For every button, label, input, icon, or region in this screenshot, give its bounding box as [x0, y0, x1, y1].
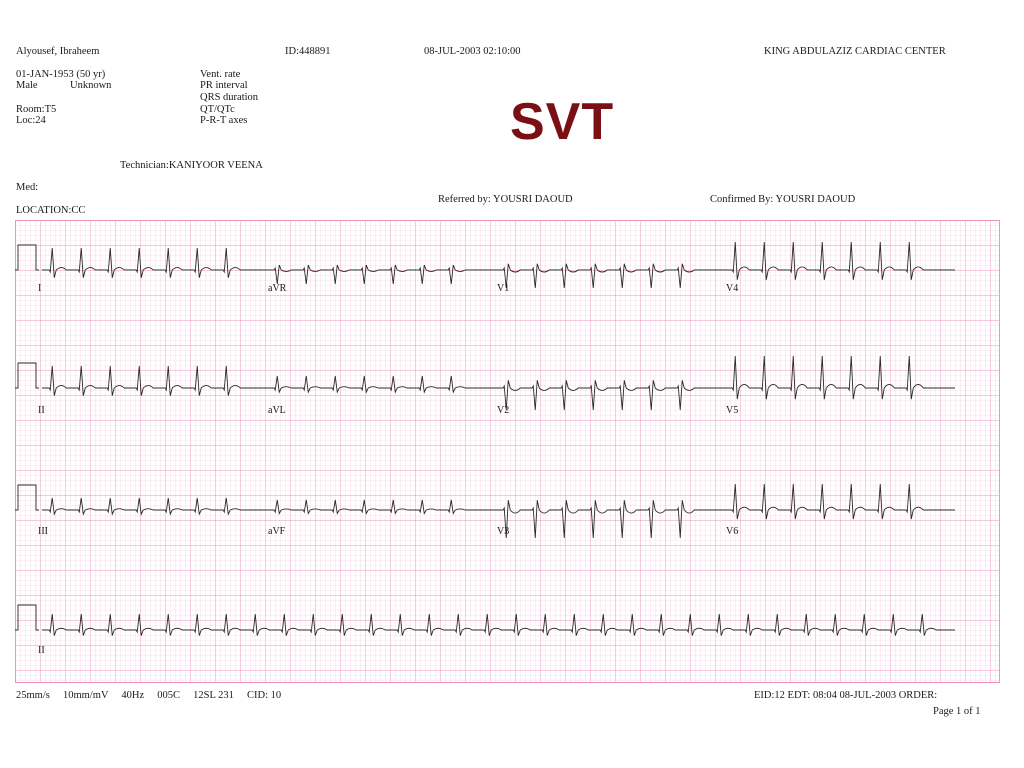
lead-label-III: III: [38, 526, 48, 537]
vent-rate-label: Vent. rate: [200, 69, 241, 80]
page-number: Page 1 of 1: [933, 706, 981, 717]
qt-qtc-label: QT/QTc: [200, 104, 235, 115]
location-label: LOCATION:CC: [16, 205, 86, 216]
patient-dob: 01-JAN-1953 (50 yr): [16, 69, 106, 80]
eid-order: EID:12 EDT: 08:04 08-JUL-2003 ORDER:: [754, 690, 938, 701]
pr-interval-label: PR interval: [200, 80, 248, 91]
lead-label-aVL: aVL: [268, 405, 286, 416]
lead-label-rhythm-II: II: [38, 645, 45, 656]
lead-label-aVR: aVR: [268, 283, 287, 294]
patient-race: Unknown: [70, 80, 112, 91]
ecg-strip: [15, 220, 1000, 683]
lead-label-aVF: aVF: [268, 526, 286, 537]
lead-label-V5: V5: [726, 405, 739, 416]
recording-settings: 25mm/s 10mm/mV 40Hz 005C 12SL 231 CID: 10: [16, 690, 282, 701]
patient-id: ID:448891: [285, 46, 331, 57]
qrs-duration-label: QRS duration: [200, 92, 259, 103]
lead-label-V1: V1: [497, 283, 510, 294]
patient-loc: Loc:24: [16, 115, 46, 126]
prt-axes-label: P-R-T axes: [200, 115, 248, 126]
med-label: Med:: [16, 182, 39, 193]
patient-room: Room:T5: [16, 104, 57, 115]
lead-label-I: I: [38, 283, 42, 294]
lead-label-V4: V4: [726, 283, 739, 294]
lead-label-V2: V2: [497, 405, 510, 416]
lead-label-V6: V6: [726, 526, 739, 537]
confirmed-by: Confirmed By: YOUSRI DAOUD: [710, 194, 856, 205]
patient-sex: Male: [16, 80, 38, 91]
technician: Technician:KANIYOOR VEENA: [120, 160, 263, 171]
referred-by: Referred by: YOUSRI DAOUD: [438, 194, 573, 205]
institution-name: KING ABDULAZIZ CARDIAC CENTER: [764, 46, 946, 57]
slide-title: SVT: [510, 93, 615, 151]
lead-label-II: II: [38, 405, 45, 416]
patient-name: Alyousef, Ibraheem: [16, 46, 100, 57]
lead-label-V3: V3: [497, 526, 510, 537]
recording-datetime: 08-JUL-2003 02:10:00: [424, 46, 521, 57]
